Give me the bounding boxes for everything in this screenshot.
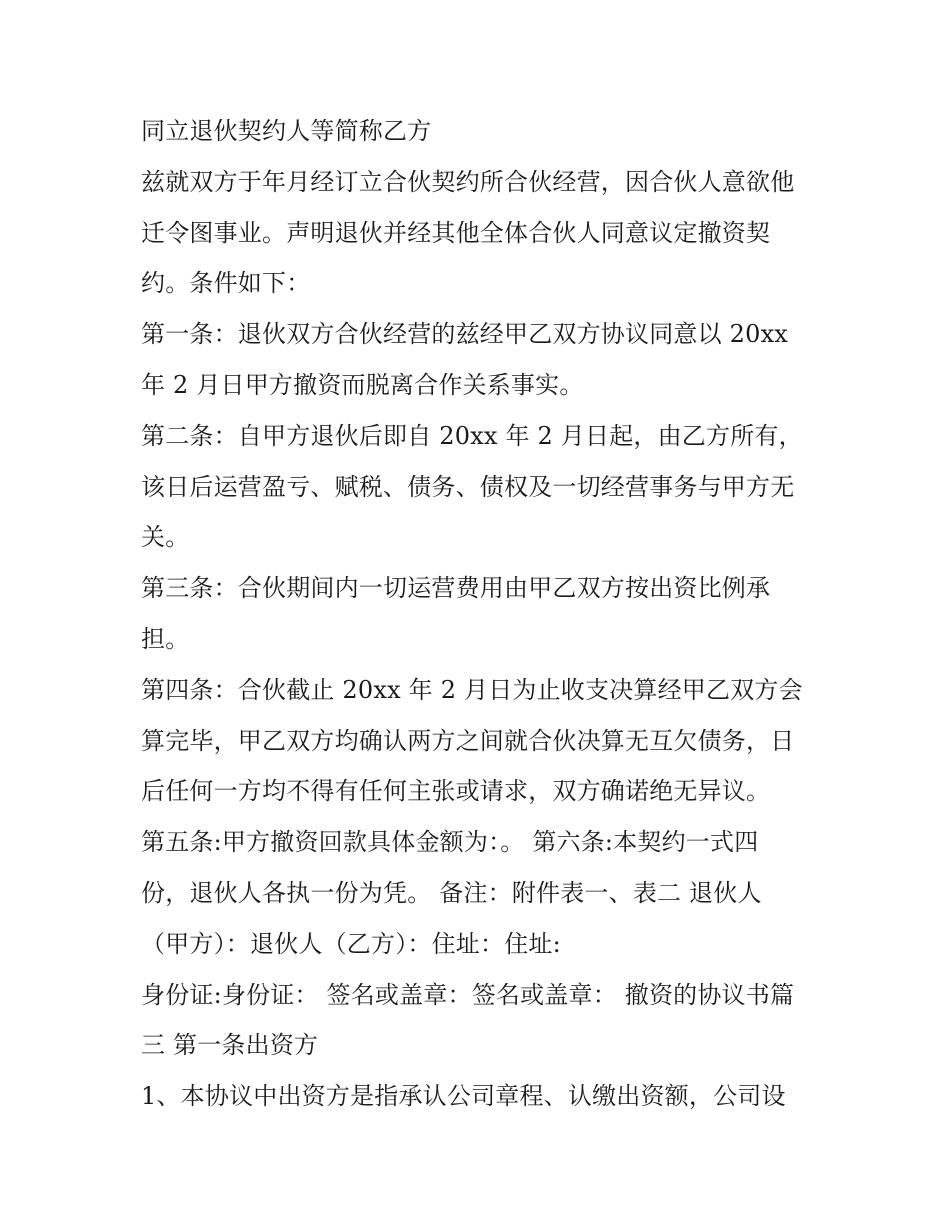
document-body — [141, 106, 821, 1122]
text-line-19: 三 第一条出资方 — [141, 1031, 319, 1060]
text-line-18: 身份证:身份证： 签名或盖章：签名或盖章： 撤资的协议书篇 — [141, 980, 795, 1009]
text-line-14: 后任何一方均不得有任何主张或请求，双方确诺绝无异议。 — [141, 777, 771, 806]
text-line-7: 第二条：自甲方退伙后即自 20xx 年 2 月日起，由乙方所有， — [141, 421, 803, 450]
text-line-20: 1、本协议中出资方是指承认公司章程、认缴出资额，公司设 — [141, 1082, 786, 1111]
text-line-4: 约。条件如下： — [141, 269, 311, 298]
text-line-11: 担。 — [141, 624, 190, 653]
text-line-10: 第三条：合伙期间内一切运营费用由甲乙双方按出资比例承 — [141, 574, 771, 603]
text-line-12: 第四条：合伙截止 20xx 年 2 月日为止收支决算经甲乙双方会 — [141, 675, 803, 704]
text-line-9: 关。 — [141, 523, 190, 552]
text-line-15: 第五条:甲方撤资回款具体金额为：。 第六条:本契约一式四 — [141, 828, 759, 857]
text-line-17: （甲方）：退伙人（乙方）：住址：住址: — [141, 929, 561, 958]
text-line-16: 份，退伙人各执一份为凭。 备注：附件表一、表二 退伙人 — [141, 878, 762, 907]
text-line-3: 迁令图事业。声明退伙并经其他全体合伙人同意议定撤资契 — [141, 218, 771, 247]
text-line-5: 第一条：退伙双方合伙经营的兹经甲乙双方协议同意以 20xx — [141, 320, 789, 349]
text-line-1: 同立退伙契约人等简称乙方 — [141, 117, 432, 145]
text-line-8: 该日后运营盈亏、赋税、债务、债权及一切经营事务与甲方无 — [141, 472, 795, 501]
text-line-6: 年 2 月日甲方撤资而脱离合作关系事实。 — [141, 370, 584, 399]
text-line-13: 算完毕，甲乙双方均确认两方之间就合伙决算无互欠债务，日 — [141, 726, 795, 755]
text-line-2: 兹就双方于年月经订立合伙契约所合伙经营，因合伙人意欲他 — [141, 167, 795, 196]
